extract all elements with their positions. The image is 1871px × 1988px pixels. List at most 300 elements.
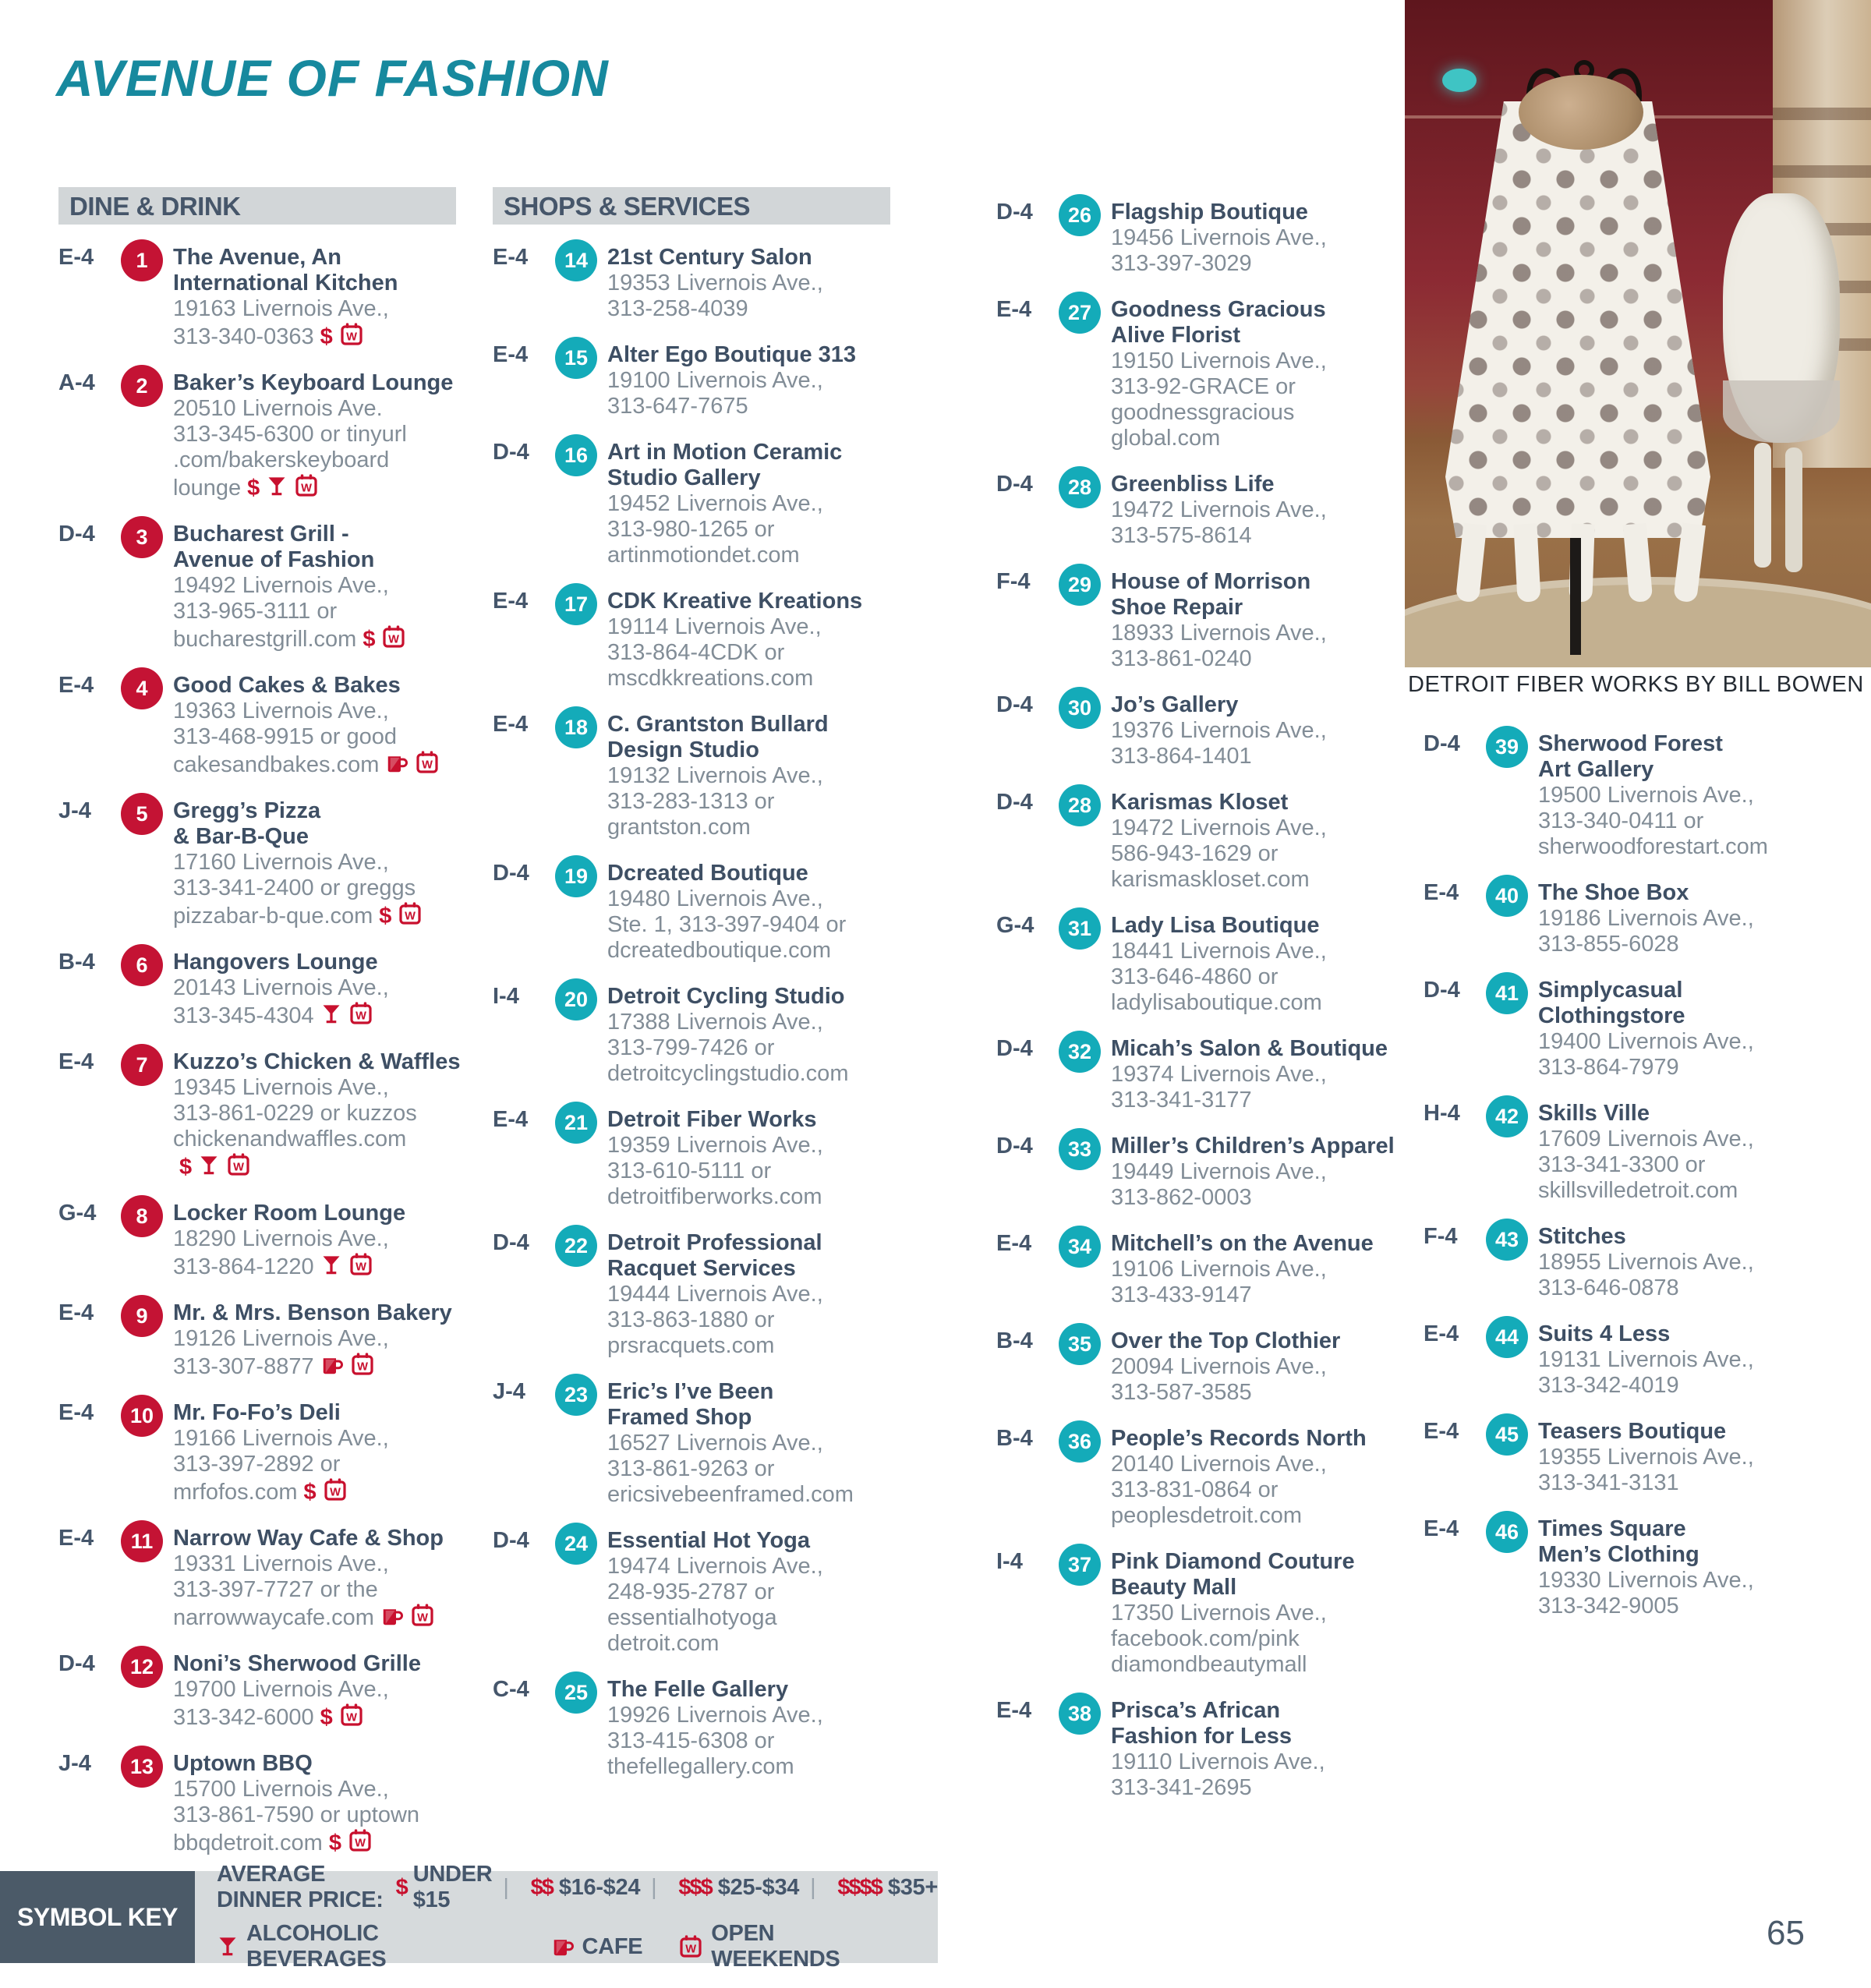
entry-detail-line: .com/bakerskeyboard — [173, 447, 390, 472]
svg-text:W: W — [422, 759, 433, 772]
directory-entry — [493, 1677, 890, 1780]
directory-entry — [1424, 1516, 1871, 1619]
directory-entry — [58, 798, 456, 929]
entry-detail-line: 313-340-0411 or — [1538, 808, 1704, 833]
entry-detail-line: karismaskloset.com — [1111, 867, 1310, 892]
svg-text:W: W — [301, 482, 313, 495]
entry-detail-line: ericsivebeenframed.com — [607, 1482, 854, 1507]
map-grid-reference: E-4 — [493, 712, 529, 737]
business-name: Bucharest Grill - Avenue of Fashion — [173, 522, 375, 572]
entry-number-badge: 1 — [121, 239, 163, 281]
entry-detail-line: 19456 Livernois Ave., — [1111, 225, 1327, 250]
map-grid-reference: E-4 — [493, 589, 529, 614]
entry-detail-line: 19444 Livernois Ave., — [607, 1282, 823, 1307]
directory-entry — [58, 1201, 456, 1280]
coffee-cup-icon — [551, 1935, 575, 1958]
entry-number-badge: 27 — [1059, 292, 1101, 334]
entry-number-badge: 21 — [555, 1102, 597, 1144]
entry-body — [173, 1651, 421, 1731]
entry-detail-line: 19355 Livernois Ave., — [1538, 1445, 1754, 1470]
entry-number-badge: 39 — [1486, 726, 1528, 768]
entry-number-badge: 3 — [121, 516, 163, 558]
photo-fiber-dress — [1445, 101, 1710, 538]
map-grid-reference: G-4 — [58, 1201, 97, 1226]
entry-number-badge: 35 — [1059, 1323, 1101, 1365]
entry-body — [1538, 1419, 1754, 1496]
entry-detail-line: 19472 Livernois Ave., — [1111, 815, 1327, 840]
business-name: Skills Ville — [1538, 1101, 1650, 1126]
map-grid-reference: E-4 — [58, 1049, 94, 1074]
entry-detail-line: diamondbeautymall — [1111, 1652, 1307, 1677]
business-name: Dcreated Boutique — [607, 861, 808, 886]
price-range-label: $16-$24 — [558, 1874, 641, 1900]
dollar-price-icon: $ — [379, 904, 392, 929]
entry-body — [1111, 692, 1327, 769]
entry-detail-line: 313-980-1265 or — [607, 517, 775, 542]
section-header: SHOPS & SERVICES — [493, 187, 890, 225]
photo-strap — [1513, 523, 1540, 602]
svg-text:W: W — [356, 1360, 368, 1374]
entry-number-badge: 46 — [1486, 1511, 1528, 1553]
entry-detail-line: bbqdetroit.com $ W — [173, 1828, 419, 1856]
business-name: Detroit Fiber Works — [607, 1107, 817, 1132]
business-name: Mr. Fo-Fo’s Deli — [173, 1400, 341, 1425]
directory-entry — [58, 370, 456, 501]
entry-detail-line: 19700 Livernois Ave., — [173, 1677, 389, 1702]
map-grid-reference: D-4 — [996, 200, 1033, 225]
entry-detail-line: 313-864-7979 — [1538, 1055, 1679, 1080]
entry-detail-line: 19126 Livernois Ave., — [173, 1326, 389, 1351]
entry-detail-line: 313-864-1401 — [1111, 744, 1252, 769]
photo-background-lace — [1723, 380, 1840, 443]
entry-number-badge: 36 — [1059, 1420, 1101, 1463]
entry-detail-line: 19449 Livernois Ave., — [1111, 1159, 1327, 1184]
entry-detail-line: 19186 Livernois Ave., — [1538, 906, 1754, 931]
entry-body — [173, 522, 406, 653]
entry-detail-line: 313-415-6308 or — [607, 1728, 775, 1753]
directory-entry — [493, 245, 890, 322]
map-grid-reference: D-4 — [996, 692, 1033, 717]
entry-detail-line: 313-92-GRACE or — [1111, 374, 1296, 399]
entry-detail-line: 313-340-0363 $ W — [173, 322, 398, 350]
dollar-price-icon: $ — [320, 324, 333, 349]
directory-entry — [996, 1231, 1402, 1308]
entry-body — [607, 861, 846, 964]
open-weekends-calendar-icon — [398, 901, 423, 926]
map-grid-reference: E-4 — [58, 1526, 94, 1551]
entry-body — [607, 712, 829, 840]
svg-text:W: W — [329, 1486, 341, 1499]
entry-detail-line: 20140 Livernois Ave., — [1111, 1452, 1327, 1477]
open-weekends-calendar-icon — [323, 1477, 348, 1502]
entry-detail-line: ladylisaboutique.com — [1111, 990, 1322, 1015]
entry-detail-line: narrowwaycafe.com W — [173, 1603, 444, 1631]
entry-body — [173, 673, 440, 778]
map-grid-reference: B-4 — [996, 1328, 1033, 1353]
entry-detail-line: 313-861-0240 — [1111, 646, 1252, 671]
entry-detail-line: facebook.com/pink — [1111, 1626, 1300, 1651]
entry-detail-line: grantston.com — [607, 815, 751, 840]
directory-entry — [996, 1549, 1402, 1678]
entry-body — [607, 1528, 823, 1657]
entry-detail-line: lounge $ W — [173, 473, 453, 501]
entry-number-badge: 43 — [1486, 1219, 1528, 1261]
entry-detail-line: 313-646-4860 or — [1111, 964, 1279, 989]
entry-detail-line: thefellegallery.com — [607, 1754, 794, 1779]
entry-detail-line: 17160 Livernois Ave., — [173, 850, 389, 875]
map-grid-reference: D-4 — [493, 1230, 529, 1255]
svg-text:W: W — [405, 910, 416, 923]
svg-text:W: W — [345, 331, 357, 344]
entry-detail-line: 18933 Livernois Ave., — [1111, 621, 1327, 646]
entry-body — [1538, 1101, 1754, 1204]
entry-detail-line: 19376 Livernois Ave., — [1111, 718, 1327, 743]
entry-body — [173, 1300, 452, 1380]
coffee-cup-icon — [320, 1353, 344, 1377]
map-grid-reference: D-4 — [58, 522, 95, 547]
entry-detail-line: dcreatedboutique.com — [607, 938, 831, 963]
entry-detail-line: mrfofos.com $ W — [173, 1477, 389, 1505]
dollar-price-icon: $ — [179, 1155, 193, 1180]
entry-body — [607, 589, 862, 692]
entry-body — [1111, 472, 1327, 549]
directory-entry — [58, 522, 456, 653]
business-name: Flagship Boutique — [1111, 200, 1308, 225]
directory-entry — [996, 1698, 1402, 1801]
map-grid-reference: D-4 — [493, 440, 529, 465]
business-name: Lady Lisa Boutique — [1111, 913, 1320, 938]
entry-detail-line: cakesandbakes.com W — [173, 750, 440, 778]
entry-body — [607, 1230, 823, 1359]
entry-detail-line: 19474 Livernois Ave., — [607, 1554, 823, 1579]
directory-entry — [1424, 731, 1871, 860]
svg-text:W: W — [355, 1261, 366, 1274]
symbol-key-panel — [195, 1862, 938, 1972]
entry-detail-line: Ste. 1, 313-397-9404 or — [607, 912, 847, 937]
entry-detail-line: 313-341-3177 — [1111, 1088, 1252, 1113]
dollar-price-icon: $ — [363, 627, 376, 652]
entry-detail-line: 313-861-9263 or — [607, 1456, 775, 1481]
map-grid-reference: C-4 — [493, 1677, 529, 1702]
entry-body — [607, 1107, 823, 1210]
symbol-key-legend-row — [217, 1921, 938, 1972]
entry-body — [1111, 1036, 1388, 1113]
map-grid-reference: J-4 — [58, 1751, 91, 1776]
business-name: Kuzzo’s Chicken & Waffles — [173, 1049, 461, 1074]
entry-body — [1538, 1321, 1754, 1399]
entry-detail-line: 19452 Livernois Ave., — [607, 491, 823, 516]
legend-label: CAFE — [582, 1933, 643, 1959]
entry-detail-line: 313-307-8877 W — [173, 1352, 452, 1380]
open-weekends-calendar-icon — [415, 750, 440, 775]
map-grid-reference: F-4 — [1424, 1224, 1458, 1249]
entry-number-badge: 45 — [1486, 1413, 1528, 1456]
entry-number-badge: 10 — [121, 1395, 163, 1437]
business-name: Miller’s Children’s Apparel — [1111, 1134, 1395, 1158]
directory-entry — [996, 913, 1402, 1016]
entry-number-badge: 5 — [121, 793, 163, 835]
business-name: 21st Century Salon — [607, 245, 812, 270]
photo-mannequin-legs — [1754, 443, 1771, 568]
directory-entry — [58, 950, 456, 1029]
business-name: Suits 4 Less — [1538, 1321, 1671, 1346]
entry-number-badge: 26 — [1059, 194, 1101, 236]
entry-number-badge: 44 — [1486, 1316, 1528, 1358]
open-weekends-calendar-icon — [226, 1152, 251, 1177]
legend-label: OPEN WEEKENDS — [711, 1921, 840, 1972]
map-grid-reference: D-4 — [58, 1651, 95, 1676]
entry-detail-line: sherwoodforestart.com — [1538, 834, 1768, 859]
entry-detail-line: 20094 Livernois Ave., — [1111, 1354, 1327, 1379]
entry-detail-line: 19345 Livernois Ave., — [173, 1075, 389, 1100]
business-name: Mitchell’s on the Avenue — [1111, 1231, 1374, 1256]
coffee-cup-icon — [380, 1604, 404, 1628]
entry-detail-line: 17609 Livernois Ave., — [1538, 1127, 1754, 1151]
directory-entry — [1424, 1321, 1871, 1399]
entry-detail-line: 19131 Livernois Ave., — [1538, 1347, 1754, 1372]
entry-number-badge: 9 — [121, 1295, 163, 1337]
business-name: Detroit Cycling Studio — [607, 984, 845, 1009]
map-grid-reference: E-4 — [58, 673, 94, 698]
entry-detail-line: 313-646-0878 — [1538, 1275, 1679, 1300]
price-symbol: $$ — [530, 1874, 553, 1900]
entry-detail-line: 313-575-8614 — [1111, 523, 1252, 548]
map-grid-reference: E-4 — [58, 1400, 94, 1425]
entry-detail-line: 313-610-5111 or — [607, 1158, 772, 1183]
entry-detail-line: 19166 Livernois Ave., — [173, 1426, 389, 1451]
directory-entry — [493, 440, 890, 568]
business-name: Noni’s Sherwood Grille — [173, 1651, 421, 1676]
entry-number-badge: 38 — [1059, 1693, 1101, 1735]
legend-item — [551, 1934, 643, 1960]
symbol-key-price-row — [217, 1862, 938, 1913]
entry-detail-line: 313-341-2400 or greggs — [173, 875, 416, 900]
directory-entry — [996, 200, 1402, 277]
entry-number-badge: 24 — [555, 1523, 597, 1565]
entry-body — [173, 245, 398, 350]
map-grid-reference: E-4 — [58, 245, 94, 270]
entry-detail-line: 313-799-7426 or — [607, 1035, 775, 1060]
business-name: Art in Motion Ceramic Studio Gallery — [607, 440, 843, 490]
svg-text:W: W — [685, 1943, 697, 1956]
legend-label: ALCOHOLIC BEVERAGES — [246, 1921, 387, 1972]
business-name: Teasers Boutique — [1538, 1419, 1727, 1444]
open-weekends-calendar-icon — [350, 1352, 375, 1377]
entry-number-badge: 7 — [121, 1044, 163, 1086]
entry-body — [1111, 1549, 1355, 1678]
directory-entry — [58, 245, 456, 350]
entry-detail-line: 313-433-9147 — [1111, 1282, 1252, 1307]
dollar-price-icon: $ — [328, 1831, 341, 1855]
map-grid-reference: E-4 — [58, 1300, 94, 1325]
open-weekends-calendar-icon — [348, 1001, 373, 1026]
entry-body — [1111, 569, 1327, 672]
martini-glass-icon — [320, 1003, 342, 1026]
entry-number-badge: 22 — [555, 1225, 597, 1267]
business-name: Simplycasual Clothingstore — [1538, 978, 1685, 1028]
entry-detail-line: 19492 Livernois Ave., — [173, 573, 389, 598]
entry-body — [607, 245, 823, 322]
entry-body — [173, 798, 423, 929]
entry-body — [1111, 1698, 1325, 1801]
map-grid-reference: F-4 — [996, 569, 1031, 594]
svg-text:W: W — [355, 1010, 366, 1023]
business-name: C. Grantston Bullard Design Studio — [607, 712, 829, 762]
entry-detail-line: 19163 Livernois Ave., — [173, 296, 389, 321]
entry-detail-line: 15700 Livernois Ave., — [173, 1777, 389, 1802]
entry-detail-line: artinmotiondet.com — [607, 543, 800, 568]
map-grid-reference: E-4 — [996, 1231, 1032, 1256]
map-grid-reference: I-4 — [493, 984, 519, 1009]
dollar-price-icon: $ — [247, 476, 260, 501]
entry-detail-line: 19353 Livernois Ave., — [607, 271, 823, 295]
business-name: Gregg’s Pizza & Bar-B-Que — [173, 798, 321, 849]
section-header: DINE & DRINK — [58, 187, 456, 225]
entry-detail-line: 313-397-2892 or — [173, 1452, 341, 1477]
entry-detail-line: 20143 Livernois Ave., — [173, 975, 389, 1000]
entry-detail-line: 248-935-2787 or — [607, 1579, 775, 1604]
entry-icon-line — [173, 1152, 460, 1180]
entry-detail-line: 313-864-1220 W — [173, 1252, 405, 1280]
entry-body — [1111, 1134, 1395, 1211]
entry-detail-line: 19150 Livernois Ave., — [1111, 348, 1327, 373]
business-name: Goodness Gracious Alive Florist — [1111, 297, 1326, 348]
map-grid-reference: E-4 — [996, 297, 1032, 322]
entry-number-badge: 37 — [1059, 1544, 1101, 1586]
entry-detail-line: detroitfiberworks.com — [607, 1184, 822, 1209]
directory-entry — [1424, 1101, 1871, 1204]
entry-detail-line: 313-341-3300 or — [1538, 1152, 1706, 1177]
entry-detail-line: 313-855-6028 — [1538, 932, 1679, 957]
entry-detail-line: 586-943-1629 or — [1111, 841, 1279, 866]
entry-number-badge: 8 — [121, 1195, 163, 1237]
entry-detail-line: essentialhotyoga — [607, 1605, 777, 1630]
directory-entry — [493, 712, 890, 840]
map-grid-reference: E-4 — [493, 1107, 529, 1132]
entry-detail-line: 313-342-6000 $ W — [173, 1703, 421, 1731]
directory-entry — [493, 589, 890, 692]
entry-number-badge: 30 — [1059, 687, 1101, 729]
directory-entry — [1424, 978, 1871, 1081]
entry-body — [1111, 790, 1327, 893]
entry-number-badge: 23 — [555, 1374, 597, 1416]
business-name: CDK Kreative Kreations — [607, 589, 863, 614]
directory-entry — [58, 1049, 461, 1180]
entry-detail-line: 313-345-4304 W — [173, 1001, 389, 1029]
entry-body — [173, 370, 453, 501]
directory-entry — [996, 790, 1402, 893]
martini-glass-icon — [320, 1254, 342, 1277]
boutique-photo — [1405, 0, 1871, 667]
price-separator: | — [503, 1874, 509, 1900]
map-grid-reference: E-4 — [1424, 1516, 1459, 1541]
map-grid-reference: D-4 — [996, 790, 1033, 815]
directory-entry — [1424, 1224, 1871, 1301]
entry-body — [607, 440, 842, 568]
entry-detail-line: 313-861-7590 or uptown — [173, 1802, 420, 1827]
dollar-price-icon: $ — [320, 1705, 333, 1730]
business-name: Locker Room Lounge — [173, 1201, 406, 1226]
photo-dress-stand-pole — [1570, 538, 1581, 655]
map-grid-reference: B-4 — [996, 1426, 1033, 1451]
column-shops-2 — [996, 200, 1402, 1821]
entry-detail-line: 313-397-7727 or the — [173, 1577, 378, 1602]
open-weekends-calendar-icon — [381, 624, 406, 649]
entry-detail-line: bucharestgrill.com $ W — [173, 624, 406, 653]
svg-text:W: W — [388, 633, 400, 646]
directory-entry — [996, 692, 1402, 769]
business-name: Detroit Professional Racquet Services — [607, 1230, 822, 1281]
entry-detail-line: 313-341-3131 — [1538, 1470, 1679, 1495]
entry-body — [607, 984, 848, 1087]
map-grid-reference: D-4 — [493, 861, 529, 886]
entry-detail-line: 19374 Livernois Ave., — [1111, 1062, 1327, 1087]
entry-number-badge: 6 — [121, 944, 163, 986]
entry-detail-line: 18441 Livernois Ave., — [1111, 939, 1327, 964]
directory-entry — [996, 569, 1402, 672]
entry-body — [173, 1751, 419, 1856]
entry-number-badge: 28 — [1059, 784, 1101, 826]
symbol-key-label: SYMBOL KEY — [0, 1871, 195, 1963]
business-name: People’s Records North — [1111, 1426, 1367, 1451]
directory-entry — [996, 297, 1402, 451]
open-weekends-calendar-icon — [410, 1603, 435, 1628]
directory-entry — [58, 1400, 456, 1505]
open-weekends-calendar-icon — [348, 1828, 373, 1853]
business-name: Eric’s I’ve Been Framed Shop — [607, 1379, 774, 1430]
directory-entry — [996, 1426, 1402, 1529]
entry-body — [173, 1400, 389, 1505]
photo-strap — [1623, 523, 1653, 603]
entry-detail-line: 313-647-7675 — [607, 394, 748, 419]
entry-detail-line: 19480 Livernois Ave., — [607, 886, 823, 911]
map-grid-reference: D-4 — [1424, 978, 1460, 1003]
entry-number-badge: 13 — [121, 1746, 163, 1788]
entry-body — [173, 1526, 444, 1631]
directory-entry — [493, 861, 890, 964]
entry-detail-line: 18955 Livernois Ave., — [1538, 1250, 1754, 1275]
entry-number-badge: 42 — [1486, 1095, 1528, 1137]
price-symbol: $$$ — [678, 1874, 712, 1900]
entry-number-badge: 32 — [1059, 1031, 1101, 1073]
map-grid-reference: E-4 — [1424, 880, 1459, 905]
entry-body — [1111, 1426, 1367, 1529]
entry-number-badge: 19 — [555, 855, 597, 897]
entry-body — [607, 342, 856, 419]
svg-text:W: W — [233, 1161, 245, 1174]
legend-item — [678, 1921, 902, 1972]
coffee-cup-icon — [385, 752, 409, 775]
photo-strap — [1673, 523, 1706, 603]
entry-detail-line: mscdkkreations.com — [607, 666, 814, 691]
map-grid-reference: I-4 — [996, 1549, 1023, 1574]
map-grid-reference: G-4 — [996, 913, 1035, 938]
entry-detail-line: 313-861-0229 or kuzzos — [173, 1101, 417, 1126]
open-weekends-calendar-icon — [678, 1934, 703, 1959]
map-grid-reference: B-4 — [58, 950, 95, 975]
map-grid-reference: E-4 — [493, 342, 529, 367]
photo-teal-lamp — [1442, 69, 1477, 92]
entry-detail-line: 313-965-3111 or — [173, 599, 338, 624]
entry-detail-line: skillsvilledetroit.com — [1538, 1178, 1738, 1203]
entry-detail-line: 19926 Livernois Ave., — [607, 1703, 823, 1728]
entry-detail-line: detroit.com — [607, 1631, 720, 1656]
entry-detail-line: pizzabar-b-que.com $ W — [173, 901, 423, 929]
entry-number-badge: 31 — [1059, 907, 1101, 950]
entry-body — [1111, 200, 1327, 277]
entry-number-badge: 11 — [121, 1520, 163, 1562]
directory-entry — [58, 673, 456, 778]
